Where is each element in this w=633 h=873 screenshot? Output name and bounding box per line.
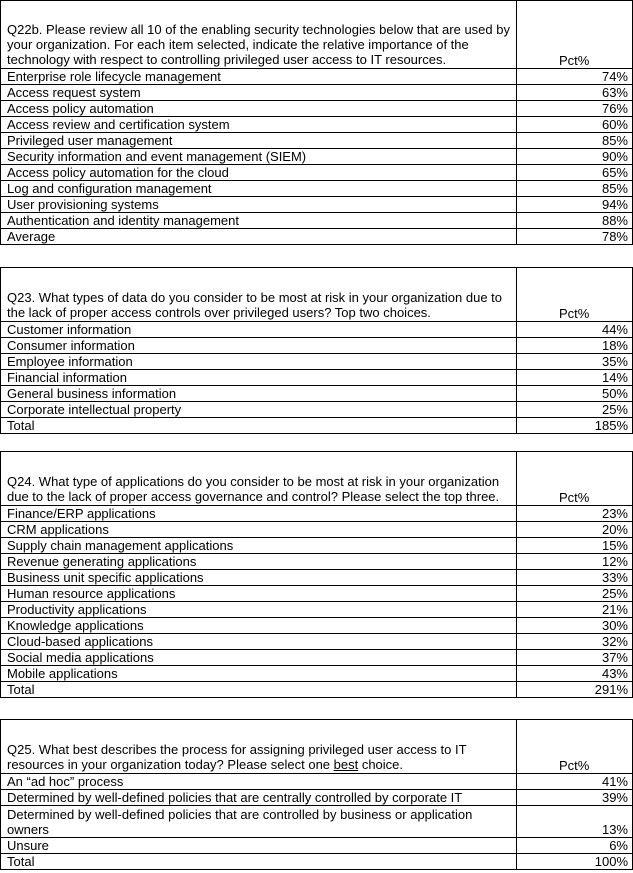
row-value: 65% (517, 165, 633, 181)
row-value: 20% (517, 522, 633, 538)
table-row (1, 322, 633, 338)
row-label: Determined by well-defined policies that are controlled by business or application owners (1, 806, 517, 838)
table-row (1, 133, 633, 149)
row-value: 50% (517, 386, 633, 402)
row-label: Access review and certification system (1, 117, 517, 133)
row-value: 25% (517, 402, 633, 418)
q25-question-post: choice. (358, 757, 404, 772)
table-row (1, 117, 633, 133)
row-value: 14% (517, 370, 633, 386)
row-value: 23% (517, 506, 633, 522)
row-value: 13% (517, 806, 633, 838)
q25-question-underlined: best (333, 757, 359, 772)
q25-question-pre: Q25. What best describes the process for assigning privileged user access to IT resources in your organization today? Please select one (7, 742, 467, 772)
row-label: Total (1, 682, 517, 698)
table-row (1, 586, 633, 602)
table-row (1, 666, 633, 682)
table-row (1, 69, 633, 85)
q23-table (0, 267, 633, 434)
table-row (1, 165, 633, 181)
table-row (1, 181, 633, 197)
row-label: Access policy automation for the cloud (1, 165, 517, 181)
q25-table (0, 719, 633, 870)
row-label: Determined by well-defined policies that are centrally controlled by corporate IT (1, 790, 517, 806)
row-label: Average (1, 229, 517, 245)
table-row (1, 602, 633, 618)
row-value: 43% (517, 666, 633, 682)
row-value: 74% (517, 69, 633, 85)
row-value: 60% (517, 117, 633, 133)
row-label: User provisioning systems (1, 197, 517, 213)
row-label: CRM applications (1, 522, 517, 538)
row-value: 88% (517, 213, 633, 229)
row-value: 12% (517, 554, 633, 570)
row-value: 185% (517, 418, 633, 434)
row-value: 85% (517, 133, 633, 149)
table-row (1, 418, 633, 434)
row-value: 39% (517, 790, 633, 806)
q25-pct-header: Pct% (517, 720, 633, 774)
q24-question: Q24. What type of applications do you consider to be most at risk in your organization due to the lack of proper access governance and control? Please select the top three. (1, 452, 517, 506)
row-label: Mobile applications (1, 666, 517, 682)
table-row (1, 101, 633, 117)
table-row (1, 149, 633, 165)
table-row (1, 386, 633, 402)
row-label: Security information and event management (SIEM) (1, 149, 517, 165)
row-label: Access policy automation (1, 101, 517, 117)
row-value: 18% (517, 338, 633, 354)
table-row (1, 538, 633, 554)
q23-pct-header: Pct% (517, 268, 633, 322)
row-value: 291% (517, 682, 633, 698)
q24-table (0, 451, 633, 698)
row-label: Financial information (1, 370, 517, 386)
q24-pct-header: Pct% (517, 452, 633, 506)
row-label: Customer information (1, 322, 517, 338)
row-value: 78% (517, 229, 633, 245)
row-label: Employee information (1, 354, 517, 370)
table-row (1, 85, 633, 101)
q25-question (1, 720, 517, 774)
table-row (1, 370, 633, 386)
q22b-question: Q22b. Please review all 10 of the enabling security technologies below that are used by your organization. For each item selected, indicate the relative importance of the technology with respect to controlling privileged user access to IT resources. (1, 1, 517, 69)
row-label: Cloud-based applications (1, 634, 517, 650)
row-value: 44% (517, 322, 633, 338)
table-row (1, 838, 633, 854)
row-label: General business information (1, 386, 517, 402)
table-row (1, 650, 633, 666)
table-row (1, 634, 633, 650)
row-label: Consumer information (1, 338, 517, 354)
row-value: 100% (517, 854, 633, 870)
row-label: Total (1, 418, 517, 434)
row-label: Corporate intellectual property (1, 402, 517, 418)
table-row (1, 554, 633, 570)
row-label: An “ad hoc” process (1, 774, 517, 790)
row-label: Enterprise role lifecycle management (1, 69, 517, 85)
row-value: 30% (517, 618, 633, 634)
row-value: 32% (517, 634, 633, 650)
table-row (1, 774, 633, 790)
table-row (1, 790, 633, 806)
table-row (1, 854, 633, 870)
q22b-pct-header: Pct% (517, 1, 633, 69)
table-row (1, 338, 633, 354)
row-value: 35% (517, 354, 633, 370)
table-row (1, 570, 633, 586)
table-row (1, 354, 633, 370)
row-value: 85% (517, 181, 633, 197)
row-label: Access request system (1, 85, 517, 101)
row-value: 63% (517, 85, 633, 101)
row-value: 15% (517, 538, 633, 554)
row-value: 25% (517, 586, 633, 602)
table-row (1, 682, 633, 698)
row-value: 37% (517, 650, 633, 666)
row-label: Human resource applications (1, 586, 517, 602)
table-row (1, 506, 633, 522)
table-row (1, 197, 633, 213)
row-value: 6% (517, 838, 633, 854)
row-label: Business unit specific applications (1, 570, 517, 586)
row-value: 41% (517, 774, 633, 790)
row-label: Privileged user management (1, 133, 517, 149)
row-value: 94% (517, 197, 633, 213)
row-label: Productivity applications (1, 602, 517, 618)
row-label: Social media applications (1, 650, 517, 666)
row-value: 90% (517, 149, 633, 165)
q22b-table (0, 0, 633, 245)
table-row (1, 522, 633, 538)
row-label: Supply chain management applications (1, 538, 517, 554)
row-label: Total (1, 854, 517, 870)
q23-question: Q23. What types of data do you consider to be most at risk in your organization due to the lack of proper access controls over privileged users? Top two choices. (1, 268, 517, 322)
table-row (1, 806, 633, 838)
table-row (1, 618, 633, 634)
row-label: Finance/ERP applications (1, 506, 517, 522)
row-value: 21% (517, 602, 633, 618)
table-row (1, 229, 633, 245)
row-label: Unsure (1, 838, 517, 854)
row-label: Knowledge applications (1, 618, 517, 634)
table-row (1, 402, 633, 418)
row-label: Authentication and identity management (1, 213, 517, 229)
row-label: Log and configuration management (1, 181, 517, 197)
row-value: 76% (517, 101, 633, 117)
row-value: 33% (517, 570, 633, 586)
row-label: Revenue generating applications (1, 554, 517, 570)
table-row (1, 213, 633, 229)
